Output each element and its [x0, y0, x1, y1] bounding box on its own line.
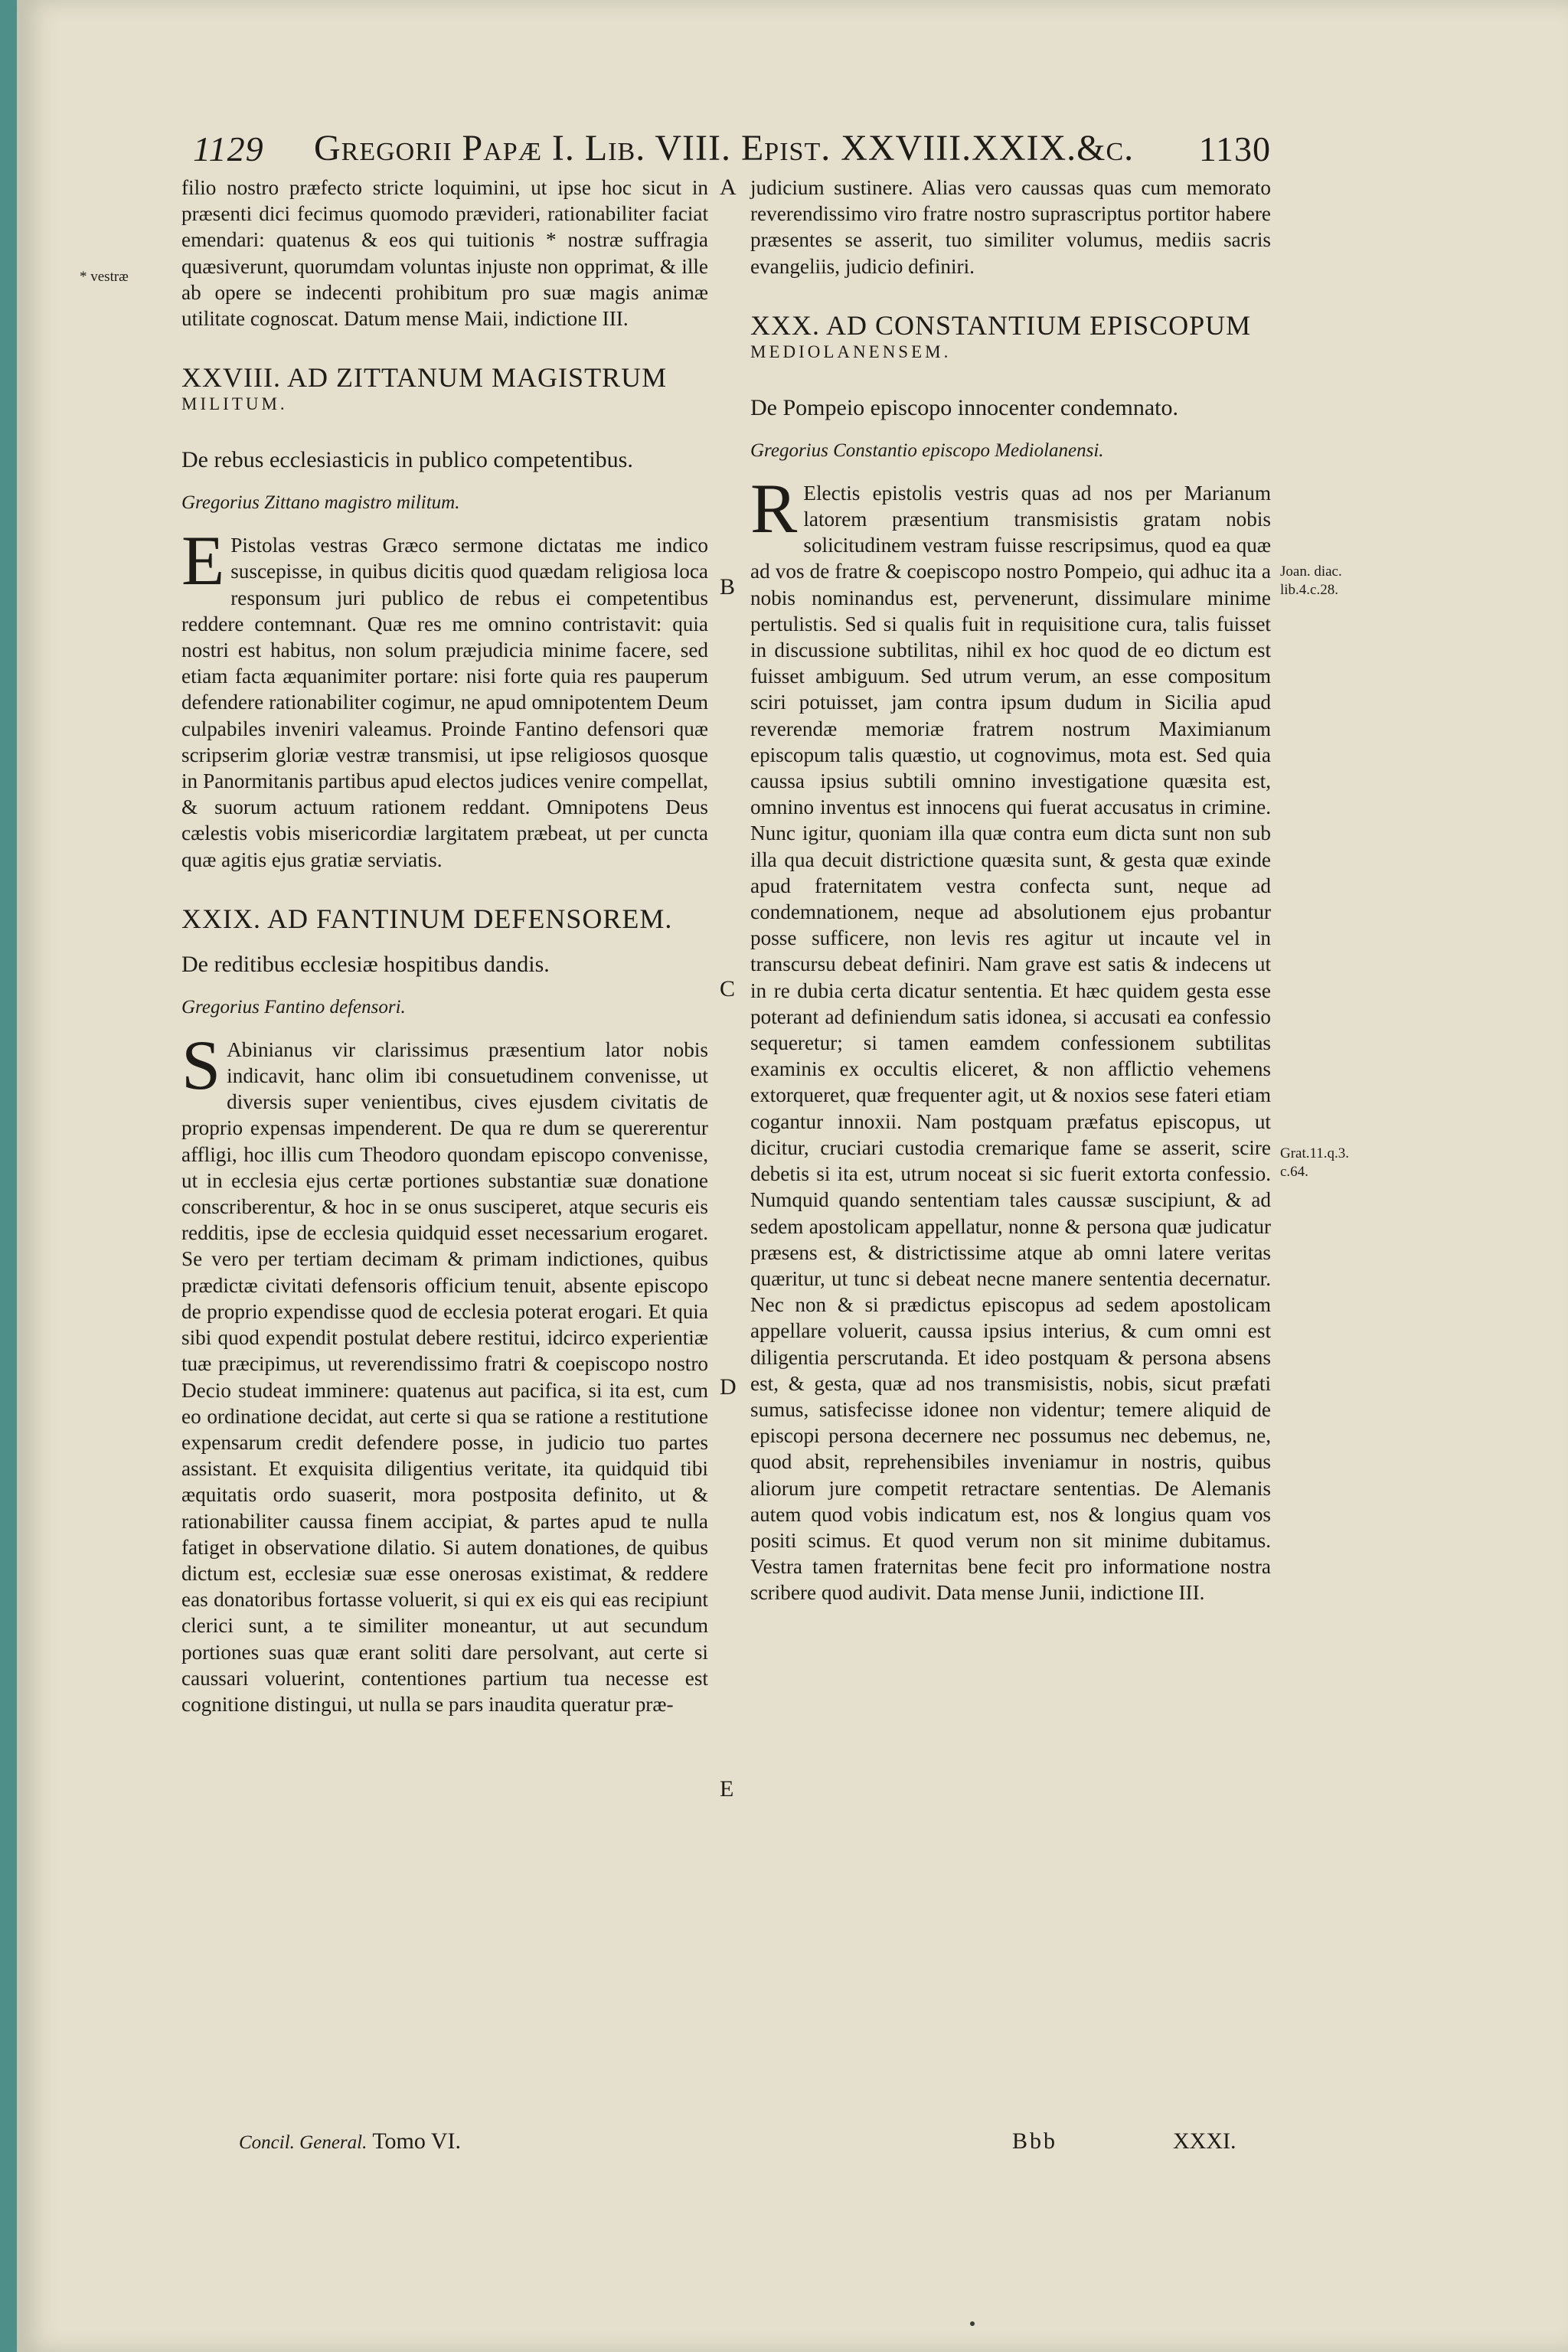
- book-page: [17, 0, 1568, 2352]
- drop-cap: R: [750, 469, 798, 547]
- signature-mark: Bbb: [1012, 2128, 1058, 2154]
- epistle-30-body: [750, 469, 1271, 1606]
- epistle-28-heading: XXVIII. AD ZITTANUM MAGISTRUM: [181, 362, 668, 394]
- epistle-29-summary: De reditibus ecclesiæ hospitibus dandis.: [181, 951, 550, 977]
- margin-note-right-1: Joan. diac. lib.4.c.28.: [1280, 564, 1342, 598]
- epistle-30-summary: De Pompeio episcopo innocenter condemnato.: [750, 394, 1179, 420]
- epistle-30-text: Electis epistolis vestris quas ad nos per Marianum latorem præsentium transmisistis gratam nobis solicitudinem vestram fuisse rescripsimus, quod ea quæ ad vos de fratre & coepiscopo nostro Pompeio, qui adhuc ita a nobis nominandus est, pervenerunt, dissimulare minime pertulistis. Sed si qualis fuit in requisitione cura, talis fuisset in discussione subtilitas, nihil ex hoc quod de eo dictum est fuisset ambiguum. Sed utrum verum, an esse compositum sciri potuisset, jam contra ipsum dudum in Sicilia apud reverendæ memoriæ fratrem nostrum Maximianum episcopum talis quæstio, ut cognovimus, mota est. Sed quia caussa ipsius subtili omnino investigatione quæsita est, omnino inventus est innocens qui fuerat accusatus in crimine. Nunc igitur, quoniam illa quæ contra eum dicta sunt non sub illa qua decuit districtione quæsita sunt, & gesta quæ exinde apud fraternitatem vestra confecta sunt, neque ad condemnationem, neque ad absolutionem ejus probantur posse sufficere, non levis res agitur ut incaute vel in transcursu debeat definiri. Nam grave est satis & indecens ut in re dubia certa dicatur sententia. Et hæc quidem gesta esse poterant ad definiendum satis idonea, si accusati ea confessio sequeretur; si tamen eamdem confessionem subtilitas examinis ex occultis eliceret, & non afflictio vehemens extorqueret, quæ frequenter agit, ut & noxios sese fateri etiam cogantur innoxii. Nam postquam præfatus episcopus, ut dicitur, cruciari custodia cremarique fame se asserit, scire debetis si ita est, utrum noceat si sic fuerit extorta confessio. Numquid quando sententiam tales caussæ suscipiunt, & ad sedem apostolicam appellatur, nonne & persona quæ judicatur præsens est, & districtissime atque ab omni latere veritas quæritur, ut tunc si debeat necne manere sententia decernatur. Nec non & si prædictus episcopus ad sedem apostolicam appellare voluerit, caussa ipsius interius, & cum omni est diligentia perscrutanda. Et ideo postquam & persona absens est, & gesta, quæ ad nos transmisistis, nobis, sicut præfati sumus, satisfecisse idonee non videntur; temere aliquid de episcopi persona decernere nec possumus nec debemus, ne, quod absit, reprehensibiles inveniamur in nostris, quibus aliorum jure competit retractare sententias. De Alemanis autem quod vobis indicatum est, nos & longius quam vos positi scimus. Et quod verum non sit minime dubitamus. Vestra tamen fraternitas bene fecit pro informatione nostra scribere quod audivit. Data mense Junii, indictione III.: [750, 481, 1271, 1605]
- intro-paragraph-left: filio nostro præfecto stricte loquimini, ut ipse hoc sicut in præsenti dici fecimus quomodo prævideri, rationabiliter faciat emendari: quatenus & eos qui tuitionis * nostræ suffragia quæsiverunt, quorumdam voluntas injuste non opprimat, & ille ab opere se indecenti prohibitum pro suæ magis animæ utilitate cognoscat. Datum mense Maii, indictione III.: [181, 176, 708, 331]
- epistle-30-salutation: Gregorius Constantio episcopo Mediolanensi.: [750, 439, 1104, 461]
- section-marker-d: D: [720, 1374, 737, 1400]
- running-title: Gregorii Papæ I. Lib. VIII. Epist. XXVIII.XXIX.&c.: [314, 128, 1135, 168]
- epistle-28-body: [181, 521, 708, 873]
- epistle-28-text: Pistolas vestras Græco sermone dictatas me indico suscepisse, in quibus dicitis quod quædam religiosa loca responsum juri publico de rebus ei competentibus reddere contemnant. Quæ res me omnino contristavit: quia nostri est habitus, non solum præjudicia minime facere, sed etiam facta æquanimiter portare: nisi forte quia res pauperum defendere rationabiliter cogimur, ne apud omnipotentem Deum culpabiles inveniri valeamus. Proinde Fantino defensori quæ scripserim gloriæ vestræ transmisi, ut ipse religiosos quosque in Panormitanis partibus apud electos judices venire compellat, & suorum actuum rationem reddant. Omnipotens Deus cælestis vobis misericordiæ largitatem præbeat, ut per cuncta quæ agitis ejus gratiæ serviatis.: [181, 534, 708, 871]
- section-marker-b: B: [720, 574, 736, 599]
- epistle-28-salutation: Gregorius Zittano magistro militum.: [181, 492, 460, 514]
- epistle-29-text: Abinianus vir clarissimus præsentium lator nobis indicavit, hanc olim ibi consuetudinem convenisse, ut diversis super venientibus, cives ejusdem civitatis de proprio expensas impenderent. De qua re dum se quererentur affligi, hoc illis cum Theodoro quondam episcopo convenisse, ut in ecclesia ejus certæ portiones substantiæ suæ donatione conscriberentur, & hoc in se onus susciperet, atque securis eis redditis, ipse de ecclesia quidquid esset necessarium erogaret. Se vero per tertiam decimam & primam indictiones, quibus prædictæ civitati defensoris officium tenuit, absente episcopo de proprio expendisse quod de ecclesia poterat erogari. Et quia sibi quod expendit postulat debere restitui, idcirco experientiæ tuæ præcipimus, ut reverendissimo fratri & coepiscopo nostro Decio studeat imminere: quatenus aut pacifica, si ita est, cum eo ordinatione decidat, aut certe si qua se ratione a restitutione expensarum credit defendere posse, in judicio tuo partes assistant. Et exquisita diligentius veritate, ita quidquid tibi æquitatis ordo suaserit, mora postposita definito, ut & rationabiliter caussa finem accipiat, & partes apud te nulla fatiget in observatione dilatio. Si autem donationes, de quibus dictum est, ecclesiæ suæ esse onerosas existimat, & reddere eas donatoribus fortasse voluerit, si qui ex eis qui eas recipiunt clerici sunt, a te similiter moneantur, ut aut secundum portiones suas quæ erant soliti dare persolvant, aut certe si caussari voluerint, contentiones partium tua necesse est cognitione distingui, ut nulla se pars inaudita queratur præ-: [181, 1037, 708, 1716]
- catchword: XXXI.: [1173, 2128, 1236, 2154]
- page-speck: [970, 2321, 975, 2326]
- epistle-30-subheading: MEDIOLANENSEM.: [750, 341, 952, 361]
- epistle-30-heading: XXX. AD CONSTANTIUM EPISCOPUM: [750, 309, 1252, 341]
- epistle-29-body: [181, 1025, 708, 1717]
- drop-cap: E: [181, 521, 225, 600]
- page-number-left: 1129: [193, 129, 264, 168]
- footer-source: [239, 2128, 461, 2154]
- section-marker-a: A: [720, 175, 737, 200]
- epistle-29-salutation: Gregorius Fantino defensori.: [181, 996, 406, 1018]
- page-number-right: 1130: [1198, 129, 1271, 168]
- right-column: [750, 175, 1271, 1606]
- running-header: [176, 121, 1271, 175]
- left-column: [181, 175, 708, 1717]
- epistle-28-subheading: MILITUM.: [181, 394, 288, 414]
- section-marker-e: E: [720, 1776, 734, 1802]
- footer-volume: Tomo VI.: [372, 2128, 461, 2154]
- drop-cap: S: [181, 1025, 221, 1104]
- epistle-28-summary: De rebus ecclesiasticis in publico competentibus.: [181, 447, 633, 473]
- section-marker-c: C: [720, 976, 736, 1001]
- footer-source-title: Concil. General.: [239, 2132, 368, 2153]
- margin-note-right-2: Grat.11.q.3. c.64.: [1280, 1145, 1350, 1180]
- margin-note-left: * vestræ: [80, 269, 129, 285]
- epistle-29-heading: XXIX. AD FANTINUM DEFENSOREM.: [181, 903, 673, 934]
- intro-paragraph-right: judicium sustinere. Alias vero caussas quas cum memorato reverendissimo viro fratre nostro suprascriptus portitor habere præsentes se asserit, tuo similiter volumus, mediis sacris evangeliis, judicio definiri.: [750, 176, 1271, 278]
